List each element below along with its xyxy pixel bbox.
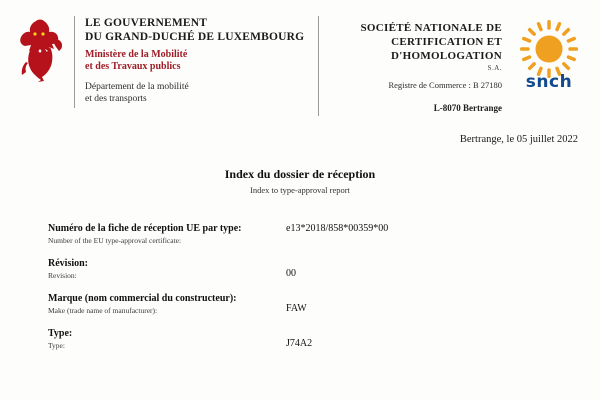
field-label-fr: Numéro de la fiche de réception UE par type:: [48, 223, 242, 234]
field-value: FAW: [286, 303, 307, 314]
fields-list: [0, 223, 600, 350]
snch-block: [331, 14, 582, 113]
snch-wordmark: snch: [525, 72, 573, 92]
field-row: [48, 258, 570, 280]
sun-burst-icon: [520, 20, 578, 78]
field-value: e13*2018/858*00359*00: [286, 223, 389, 234]
snch-legal-form: S.A.: [487, 64, 502, 73]
snch-line-1: SOCIÉTÉ NATIONALE DE: [360, 22, 502, 34]
field-label-en: Make (trade name of manufacturer):: [48, 306, 158, 315]
snch-logo: [516, 16, 582, 92]
snch-text: [331, 16, 516, 113]
page-subtitle: Index to type-approval report: [250, 185, 350, 195]
field-label-group: [48, 258, 286, 280]
field-value: 00: [286, 268, 296, 279]
ministry-line-1: Ministère de la Mobilité: [85, 49, 188, 61]
government-text: [85, 14, 304, 105]
gov-line-1: LE GOUVERNEMENT: [85, 17, 208, 29]
department-line-2: et des transports: [85, 93, 147, 104]
dateline: Bertrange, le 05 juillet 2022: [459, 134, 578, 145]
luxembourg-lion-icon: [14, 18, 66, 84]
gov-line-2: DU GRAND-DUCHÉ DE LUXEMBOURG: [85, 30, 305, 43]
field-label-en: Revision:: [48, 271, 77, 280]
department-line-1: Département de la mobilité: [85, 82, 189, 93]
field-label-en: Number of the EU type-approval certificate:: [48, 236, 182, 245]
field-label-fr: Marque (nom commercial du constructeur):: [48, 293, 237, 304]
field-row: [48, 293, 570, 315]
field-row: [48, 223, 570, 245]
ministry-line-2: et des Travaux publics: [85, 61, 181, 73]
field-label-fr: Type:: [48, 328, 73, 339]
field-label-fr: Révision:: [48, 258, 88, 269]
field-value: J74A2: [286, 338, 313, 349]
snch-address: L-8070 Bertrange: [433, 103, 502, 114]
field-label-en: Type:: [48, 341, 65, 350]
field-row: [48, 328, 570, 350]
header-divider-left: [74, 16, 75, 108]
snch-registry: Registre de Commerce : B 27180: [388, 80, 502, 91]
title-block: [0, 167, 600, 195]
document-header: [0, 0, 600, 120]
field-label-group: [48, 223, 286, 245]
field-label-group: [48, 328, 286, 350]
government-block: [14, 14, 314, 108]
field-label-group: [48, 293, 286, 315]
snch-line-2: CERTIFICATION ET D'HOMOLOGATION: [391, 35, 502, 62]
header-divider-center: [318, 16, 319, 116]
page-title: Index du dossier de réception: [224, 167, 376, 181]
